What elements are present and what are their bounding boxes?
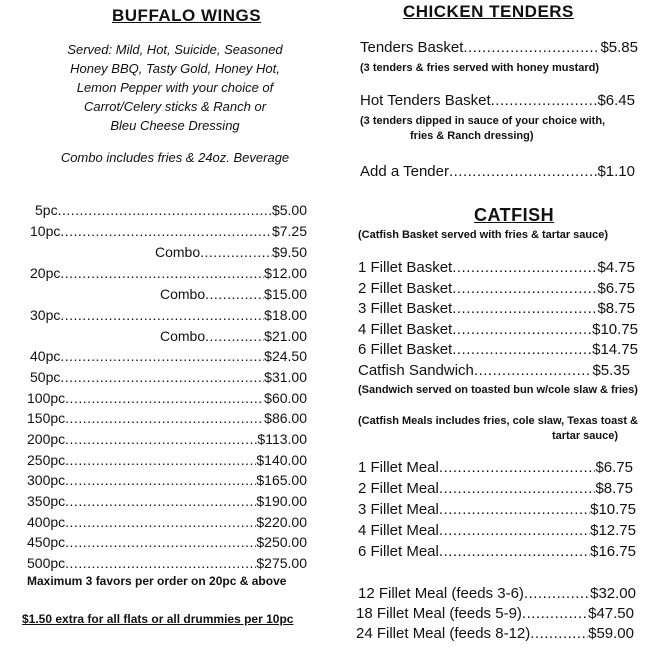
item-price: $32.00 — [590, 585, 636, 602]
item-price: $165.00 — [256, 472, 307, 488]
item-label: 20pc — [30, 265, 61, 281]
menu-row — [27, 514, 307, 530]
item-label: 4 Fillet Meal — [358, 522, 439, 539]
menu-row — [35, 202, 307, 218]
menu-row — [358, 280, 635, 297]
item-price: $60.00 — [264, 390, 307, 406]
menu-row — [27, 452, 307, 468]
item-label: 250pc — [27, 452, 66, 468]
tenders-title: CHICKEN TENDERS — [403, 2, 574, 21]
item-label: Combo — [160, 286, 206, 302]
item-label: 1 Fillet Basket — [358, 259, 453, 276]
item-price: $9.50 — [271, 244, 307, 260]
sandwich-note: (Sandwich served on toasted bun w/cole slaw & fries) — [358, 384, 638, 396]
item-price: $18.00 — [264, 307, 307, 323]
item-price: $14.75 — [592, 341, 638, 358]
item-price: $113.00 — [257, 431, 307, 447]
menu-row — [27, 472, 307, 488]
served-line: Served: Mild, Hot, Suicide, Seasoned — [67, 42, 283, 57]
item-label: 150pc — [27, 410, 66, 426]
item-label: 2 Fillet Meal — [358, 480, 439, 497]
menu-row — [160, 328, 307, 344]
item-price: $86.00 — [264, 410, 307, 426]
menu-row — [27, 534, 307, 550]
menu-row — [30, 223, 307, 239]
item-price: $6.45 — [597, 92, 635, 109]
menu-row — [360, 39, 638, 56]
item-label: 500pc — [27, 555, 66, 571]
item-label: 300pc — [27, 472, 66, 488]
menu-row — [360, 92, 635, 109]
item-label: 3 Fillet Meal — [358, 501, 439, 518]
item-label: 10pc — [30, 223, 61, 239]
menu-row — [358, 259, 635, 276]
menu-row — [160, 286, 307, 302]
item-price: $250.00 — [256, 534, 307, 550]
wings-served-description — [40, 40, 310, 135]
item-label: 450pc — [27, 534, 66, 550]
served-line: Carrot/Celery sticks & Ranch or — [83, 99, 267, 114]
menu-row — [358, 543, 636, 560]
item-price: $12.00 — [264, 265, 307, 281]
item-label: Catfish Sandwich — [358, 362, 474, 379]
menu-row — [360, 163, 635, 180]
item-label: 24 Fillet Meal (feeds 8-12) — [356, 625, 531, 642]
item-price: $5.35 — [592, 362, 630, 379]
item-label: 6 Fillet Basket — [358, 341, 453, 358]
served-line: Lemon Pepper with your choice of — [76, 80, 274, 95]
catfish-title: CATFISH — [474, 205, 555, 225]
item-price: $31.00 — [264, 369, 307, 385]
menu-row — [27, 555, 307, 571]
item-label: 3 Fillet Basket — [358, 300, 453, 317]
item-label: 12 Fillet Meal (feeds 3-6) — [358, 585, 524, 602]
max-flavor-note: Maximum 3 favors per order on 20pc & above — [27, 574, 287, 588]
item-price: $10.75 — [590, 501, 636, 518]
item-price: $47.50 — [588, 605, 634, 622]
meals-note: tartar sauce) — [552, 430, 619, 442]
menu-row — [358, 321, 638, 338]
item-price: $24.50 — [264, 348, 307, 364]
catfish-basket-note: (Catfish Basket served with fries & tartar sauce) — [358, 229, 609, 241]
item-label: Combo — [155, 244, 201, 260]
item-price: $140.00 — [256, 452, 307, 468]
combo-note: Combo includes fries & 24oz. Beverage — [60, 150, 290, 165]
menu-row — [27, 431, 307, 447]
extra-charge-note: $1.50 extra for all flats or all drummies per 10pc — [22, 612, 294, 626]
item-price: $8.75 — [597, 300, 635, 317]
menu-row — [356, 625, 634, 642]
item-label: 100pc — [27, 390, 66, 406]
item-price: $6.75 — [597, 280, 635, 297]
item-price: $21.00 — [264, 328, 307, 344]
item-label: 1 Fillet Meal — [358, 459, 439, 476]
item-label: 400pc — [27, 514, 66, 530]
menu-row — [27, 493, 307, 509]
item-label: 350pc — [27, 493, 66, 509]
item-price: $16.75 — [590, 543, 636, 560]
menu-row — [30, 307, 307, 323]
item-price: $5.85 — [600, 39, 638, 56]
menu-row — [30, 265, 307, 281]
item-label: 40pc — [30, 348, 61, 364]
item-label: 5pc — [35, 202, 58, 218]
item-label: Add a Tender — [360, 163, 449, 180]
item-label: Combo — [160, 328, 206, 344]
menu-row — [358, 480, 633, 497]
menu-row — [30, 369, 307, 385]
item-price: $7.25 — [271, 223, 307, 239]
menu-row — [358, 522, 636, 539]
item-price: $275.00 — [256, 555, 307, 571]
menu-row — [27, 410, 307, 426]
item-price: $4.75 — [597, 259, 635, 276]
served-line: Bleu Cheese Dressing — [110, 118, 240, 133]
item-price: $15.00 — [264, 286, 307, 302]
menu-row — [27, 390, 307, 406]
item-label: 30pc — [30, 307, 61, 323]
item-price: $1.10 — [597, 163, 635, 180]
menu-row — [358, 300, 635, 317]
menu-row — [30, 348, 307, 364]
item-label: 6 Fillet Meal — [358, 543, 439, 560]
menu-row — [358, 362, 630, 379]
item-price: $190.00 — [256, 493, 307, 509]
tenders-basket-note: (3 tenders & fries served with honey mustard) — [360, 62, 600, 74]
item-label: 200pc — [27, 431, 66, 447]
item-price: $59.00 — [588, 625, 634, 642]
meals-note: (Catfish Meals includes fries, cole slaw, Texas toast & — [358, 415, 638, 427]
item-label: 50pc — [30, 369, 61, 385]
menu-row — [358, 459, 633, 476]
item-price: $220.00 — [256, 514, 307, 530]
served-line: Honey BBQ, Tasty Gold, Honey Hot, — [70, 61, 280, 76]
item-label: Hot Tenders Basket — [360, 92, 491, 109]
hot-tenders-note: fries & Ranch dressing) — [410, 130, 534, 142]
menu-row — [358, 341, 638, 358]
menu-row — [358, 501, 636, 518]
menu-row — [358, 585, 636, 602]
item-label: 2 Fillet Basket — [358, 280, 453, 297]
item-price: $5.00 — [271, 202, 307, 218]
item-price: $12.75 — [590, 522, 636, 539]
hot-tenders-note: (3 tenders dipped in sauce of your choice with, — [360, 115, 606, 127]
item-label: 18 Fillet Meal (feeds 5-9) — [356, 605, 522, 622]
item-label: Tenders Basket — [360, 39, 464, 56]
item-price: $6.75 — [595, 459, 633, 476]
menu-row — [356, 605, 634, 622]
item-price: $8.75 — [595, 480, 633, 497]
item-price: $10.75 — [592, 321, 638, 338]
item-label: 4 Fillet Basket — [358, 321, 453, 338]
wings-title: BUFFALO WINGS — [112, 6, 262, 25]
menu-row — [155, 244, 307, 260]
